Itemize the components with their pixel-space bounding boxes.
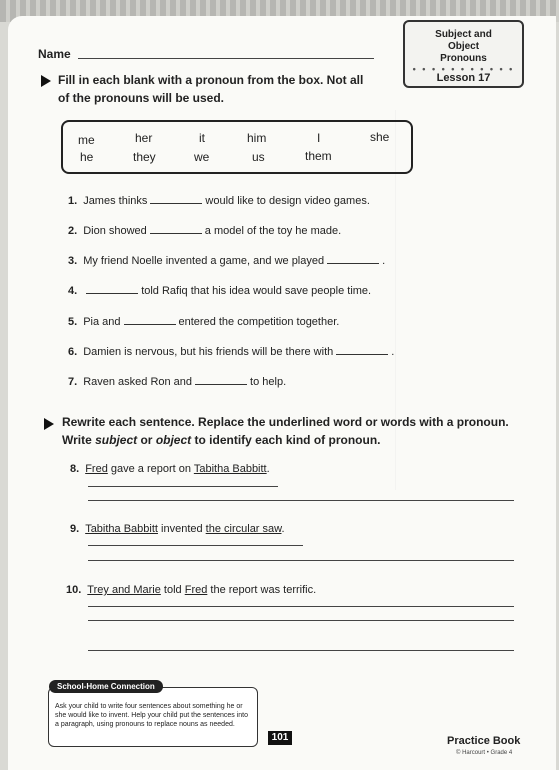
lesson-tab	[403, 20, 524, 88]
word-she: she	[370, 130, 390, 144]
tab-lesson: Lesson 17	[436, 72, 491, 84]
school-home-connection-box	[48, 682, 258, 747]
page-number: 101	[268, 731, 292, 745]
rewrite-item-10: 10. Trey and Marie told Fred the report was terrific.	[66, 584, 317, 596]
word-him: him	[247, 131, 267, 145]
tab-dots: • • • • • • • • • • •	[412, 64, 515, 74]
word-they: they	[133, 150, 156, 164]
practice-book-label: Practice Book	[447, 735, 521, 747]
exercise-item-2: 2. Dion showed a model of the toy he made.	[68, 222, 341, 237]
word-her: her	[135, 131, 153, 145]
answer-blank[interactable]	[336, 343, 388, 355]
publisher-credit: © Harcourt • Grade 4	[456, 750, 513, 756]
word-me: me	[78, 133, 95, 147]
exercise-item-1: 1. James thinks would like to design video games.	[68, 192, 370, 207]
school-home-connection-label: School-Home Connection	[49, 680, 163, 693]
exercise-item-6: 6. Damien is nervous, but his friends will be there with .	[68, 343, 394, 358]
word-we: we	[194, 150, 210, 164]
section2-instruction: Rewrite each sentence. Replace the underlined word or words with a pronoun. Write subject or object to identify each kind of pronoun.	[62, 415, 509, 447]
answer-blank[interactable]	[195, 373, 247, 385]
tab-title: Subject and Object Pronouns	[435, 29, 492, 64]
word-i: I	[317, 131, 321, 145]
exercise-item-7: 7. Raven asked Ron and to help.	[68, 373, 286, 388]
answer-blank[interactable]	[150, 192, 202, 204]
answer-line[interactable]	[88, 500, 514, 501]
exercise-item-4: 4. told Rafiq that his idea would save people time.	[68, 282, 371, 297]
answer-blank[interactable]	[150, 222, 202, 234]
word-us: us	[252, 150, 265, 164]
school-home-connection-text: Ask your child to write four sentences about something he or she would like to invent. Help your child put the sentences into a paragraph, using pronouns to replace nouns as needed.	[55, 703, 249, 728]
answer-line[interactable]	[88, 560, 514, 561]
word-he: he	[80, 150, 94, 164]
exercise-item-5: 5. Pia and entered the competition together.	[68, 313, 339, 328]
answer-line[interactable]	[88, 486, 278, 487]
answer-line[interactable]	[88, 620, 514, 621]
arrow-icon	[44, 418, 54, 430]
answer-blank[interactable]	[327, 252, 379, 264]
exercise-item-3: 3. My friend Noelle invented a game, and we played .	[68, 252, 385, 267]
word-them: them	[305, 149, 332, 163]
answer-line[interactable]	[88, 650, 514, 651]
word-it: it	[199, 131, 205, 145]
name-label: Name	[38, 47, 71, 61]
answer-line[interactable]	[88, 606, 514, 607]
answer-blank[interactable]	[124, 313, 176, 325]
pronoun-word-box	[61, 120, 413, 174]
rewrite-item-8: 8. Fred gave a report on Tabitha Babbitt.	[70, 463, 270, 475]
arrow-icon	[41, 75, 51, 87]
rewrite-item-9: 9. Tabitha Babbitt invented the circular saw.	[70, 523, 285, 535]
name-line[interactable]	[78, 58, 374, 59]
section1-instruction: Fill in each blank with a pronoun from the box. Not all of the pronouns will be used.	[58, 73, 364, 105]
answer-blank[interactable]	[86, 282, 138, 294]
answer-line[interactable]	[88, 545, 303, 546]
